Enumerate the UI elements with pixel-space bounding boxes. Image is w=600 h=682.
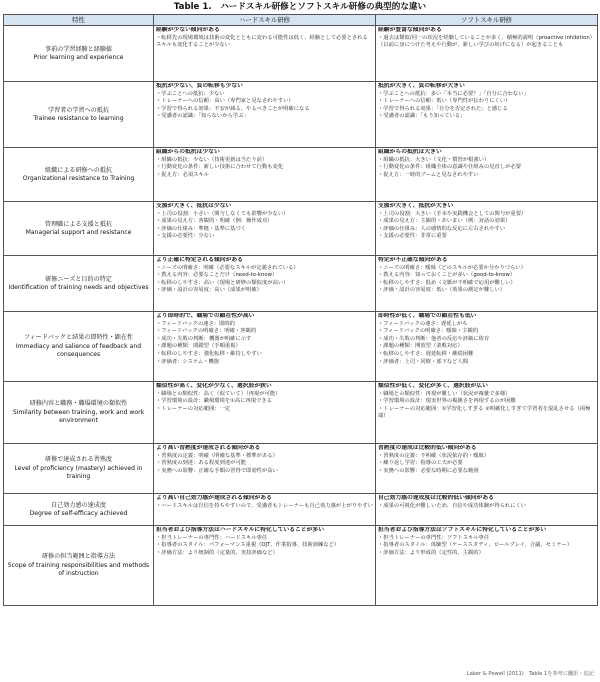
bullet-item: ・職場との類似性：再現が難しい（状況が複雑で多様） bbox=[378, 390, 511, 397]
bullet-item: ・行動変化の条件：新しい技術に合わせて行動も変化 bbox=[156, 164, 284, 171]
bullet-item: ・成果の見え方：客観的・明確（例：操作成功） bbox=[156, 218, 273, 225]
table-row bbox=[4, 26, 598, 82]
hard-cell-heading: 組織からの抵抗は少ない bbox=[156, 149, 220, 155]
bullet-item: ・繰り返し学習：指導の工夫が必要 bbox=[378, 460, 463, 467]
feature-jp: 研修で達成される習熟度 bbox=[44, 456, 113, 464]
header-hard-skill: ハードスキル研修 bbox=[154, 15, 376, 26]
bullet-item: ・評価・設計の容易度：低い（効果の測定が難しい） bbox=[378, 287, 506, 294]
bullet-item: ・捉え方：一時的ブームと見なされやすい bbox=[378, 171, 479, 178]
bullet-item: ・実務への影響：正確な手順の習得で即効性が高い bbox=[156, 467, 278, 474]
feature-jp: 事前の学習経験と経験値 bbox=[44, 45, 113, 53]
bullet-item: ・課題の種類：開放型（柔軟対応） bbox=[378, 343, 463, 350]
bullet-item: ・学習環境の設計：職場環境を①高に再現できる bbox=[156, 398, 272, 405]
bullet-item: ・評価の仕組み：人の感情的な反応に左右されやすい bbox=[378, 225, 506, 232]
soft-skill-cell bbox=[376, 202, 598, 256]
bullet-item: ・習熟度の定義：不明確（状況依存的・曖昧） bbox=[378, 452, 490, 459]
table-row bbox=[4, 148, 598, 202]
feature-jp: 自己効力感の達成度 bbox=[51, 501, 106, 509]
hard-cell-heading: 担当者および指導方法はハードスキルに特化していることが多い bbox=[156, 527, 324, 533]
soft-cell-heading: 自己効力感の達成度は比較的低い傾向がある bbox=[378, 495, 494, 501]
bullet-item: ・習熟度の到達：ある程度到達が可能 bbox=[156, 460, 247, 467]
soft-skill-cell bbox=[376, 148, 598, 202]
bullet-item: ・指導者のスタイル：体験型（ケーススタディ、ロールプレイ、合議、セミナー） bbox=[378, 542, 573, 549]
hard-cell-heading: 支援が大きく、抵抗は少ない bbox=[156, 203, 232, 209]
hard-cell-heading: より即時的で、職場での顕在性が高い bbox=[156, 313, 255, 319]
bullet-item: ・成功・失敗の判断：機器が明確に示す bbox=[156, 335, 252, 342]
feature-en: Prior learning and experience bbox=[33, 54, 124, 61]
soft-skill-cell bbox=[376, 256, 598, 312]
bullet-item: ・学習環境の設計：現実世界の複雑さを再現するのが困難 bbox=[378, 398, 516, 405]
hard-skill-cell bbox=[154, 312, 376, 382]
bullet-item: ・評価・設計の容易度：高い（成果が明確） bbox=[156, 287, 262, 294]
hard-cell-heading: より高い自己効力感が達成される傾向がある bbox=[156, 495, 272, 501]
header-soft-skill: ソフトスキル研修 bbox=[376, 15, 598, 26]
hard-cell-heading: 類似性が高く、変化が少なく、選択肢が狭い bbox=[156, 383, 272, 389]
feature-en: Immediacy and salience of feedback and consequences bbox=[15, 342, 142, 359]
bullet-item: ・フィードバックの明確さ：明確・客観的 bbox=[156, 328, 257, 335]
bullet-item: ・評価方法：より統制的（定量的、実技評価など） bbox=[156, 549, 278, 556]
bullet-item: ・行動変化の条件：組織全体の意識や仕組みの見直しが必要 bbox=[378, 164, 522, 171]
table-row bbox=[4, 444, 598, 494]
feature-jp: 管理職による支援と抵抗 bbox=[44, 220, 113, 228]
bullet-item: ・職場との類似性：高く（似ていて）（再現が可能） bbox=[156, 390, 281, 397]
header-feature: 特性 bbox=[4, 15, 154, 26]
table-header-row bbox=[4, 15, 598, 26]
hard-skill-cell bbox=[154, 26, 376, 82]
bullet-item: ・担当トレーナーの専門性：ソフトスキル専任 bbox=[378, 534, 490, 541]
hard-skill-cell bbox=[154, 202, 376, 256]
bullet-item: ・フィードバックの速さ：即時的 bbox=[156, 320, 235, 327]
table-row bbox=[4, 382, 598, 444]
bullet-item: ・受講者の認識：「知らないから学ぶ」 bbox=[156, 113, 249, 120]
soft-cell-heading: 経験が豊富な傾向がある bbox=[378, 27, 442, 33]
soft-skill-cell bbox=[376, 382, 598, 444]
hard-skill-cell bbox=[154, 148, 376, 202]
hard-cell-heading: より正確に特定される傾向がある bbox=[156, 257, 243, 263]
hard-skill-cell bbox=[154, 82, 376, 148]
feature-cell bbox=[4, 444, 154, 494]
bullet-item: ・転移のしやすさ：強化転移・維持しやすい bbox=[156, 350, 262, 357]
bullet-item: ・過去は類似/同一の状況を経験していることが多く、積極的説明（proactive inhibition）（以前に身につけた考えや行動が、新しい学びの妨げになる）が起きることも bbox=[378, 34, 595, 49]
table-row bbox=[4, 526, 598, 606]
hard-skill-cell bbox=[154, 526, 376, 606]
bullet-item: ・評価者：システム・機器 bbox=[156, 358, 220, 365]
bullet-item: ・ニーズの明確さ：曖昧（どのスキルが必要か分かりづらい） bbox=[378, 264, 526, 271]
table-row bbox=[4, 256, 598, 312]
bullet-item: ・学ぶことへの抵抗：多い「本当に必要？」「自分に合わない」 bbox=[378, 90, 529, 97]
feature-cell bbox=[4, 526, 154, 606]
feature-en: Level of proficiency (mastery) achieved in training bbox=[14, 464, 143, 481]
bullet-item: ・課題の種類：閉鎖型（手順重視） bbox=[156, 343, 241, 350]
table-body bbox=[4, 26, 598, 606]
comparison-table bbox=[3, 14, 598, 606]
feature-jp: 研修の担当範囲と指導方法 bbox=[41, 553, 116, 561]
feature-cell bbox=[4, 202, 154, 256]
table-title: Table 1. ハードスキル研修とソフトスキル研修の典型的な違い bbox=[173, 2, 427, 12]
soft-cell-heading: 特定が不正確な傾向がある bbox=[378, 257, 448, 263]
bullet-item: ・評価方法：より形成的（定性的、主観的） bbox=[378, 549, 484, 556]
bullet-item: ・学ぶことへの抵抗：少ない bbox=[156, 90, 225, 97]
feature-en: Organizational resistance to Training bbox=[22, 175, 135, 182]
hard-cell-heading: 経験が少ない傾向がある bbox=[156, 27, 220, 33]
table-row bbox=[4, 82, 598, 148]
bullet-item: ・トレーナーへの信頼：低い（専門性が伝わりにくい） bbox=[378, 98, 511, 105]
feature-cell bbox=[4, 494, 154, 526]
bullet-item: ・指導者のスタイル：パフォーマンス重視（OJT、作業指導、技術訓練など） bbox=[156, 542, 340, 549]
bullet-item: ・習熟度の定義：明確（明確な基準・標準がある） bbox=[156, 452, 278, 459]
bullet-item: ・実務への影響：必要な時期に必要な範囲 bbox=[378, 467, 479, 474]
bullet-item: ・フィードバックの速さ：遅延しがち bbox=[378, 320, 468, 327]
bullet-item: ・ハードスキルは自信を持ちやすいので、受講者もトレーナーも自己効力感が上がりやすい bbox=[156, 502, 373, 509]
soft-skill-cell bbox=[376, 82, 598, 148]
soft-skill-cell bbox=[376, 312, 598, 382]
hard-cell-heading: 抵抗が少ない、負の転移も少ない bbox=[156, 83, 243, 89]
bullet-item: ・担当トレーナーの専門性：ハードスキル専任 bbox=[156, 534, 268, 541]
soft-cell-heading: 習熟度の達成は比較的低い傾向がある bbox=[378, 445, 477, 451]
bullet-item: ・ニーズの明確さ：明確（必要なスキルが定義されている） bbox=[156, 264, 299, 271]
bullet-item: ・トレーナーの対応範囲：①学習化しすぎる ②明確化しすぎて学習者を混乱させる（両極端） bbox=[378, 405, 591, 420]
hard-skill-cell bbox=[154, 494, 376, 526]
feature-cell bbox=[4, 26, 154, 82]
soft-skill-cell bbox=[376, 526, 598, 606]
bullet-item: ・組織の抵抗：大きい（文化・慣習が根強い） bbox=[378, 156, 490, 163]
feature-en: Degree of self-efficacy achieved bbox=[29, 510, 128, 517]
bullet-item: ・支援の必要性：少ない bbox=[156, 233, 215, 240]
hard-skill-cell bbox=[154, 444, 376, 494]
soft-cell-heading: 抵抗が大きく、負の転移が大きい bbox=[378, 83, 465, 89]
feature-en: Trainee resistance to learning bbox=[33, 115, 124, 122]
bullet-item: ・上司の役割：大きい（手本や実践機会としての関与が重要） bbox=[378, 210, 527, 217]
table-row bbox=[4, 312, 598, 382]
bullet-item: ・上司の役割：小さい（関与しなくても影響が少ない） bbox=[156, 210, 289, 217]
bullet-item: ・教える内容：知っておくことが多い（good-to-know） bbox=[378, 272, 516, 279]
feature-cell bbox=[4, 148, 154, 202]
soft-cell-heading: 即時性が低く、職場での顕在性も低い bbox=[378, 313, 477, 319]
soft-skill-cell bbox=[376, 494, 598, 526]
hard-skill-cell bbox=[154, 382, 376, 444]
soft-cell-heading: 組織からの抵抗は大きい bbox=[378, 149, 442, 155]
bullet-item: ・成果の見え方：主観的・あいまい（例：対話の効果） bbox=[378, 218, 511, 225]
bullet-item: ・転移のしやすさ：高い（現場と研修の類似度が高い） bbox=[156, 279, 289, 286]
bullet-item: ・学習で得られる効果：「自分を否定された」と感じる bbox=[378, 105, 508, 112]
feature-jp: フィードバックと結果の即時性・顕在性 bbox=[23, 334, 134, 342]
feature-cell bbox=[4, 382, 154, 444]
bullet-item: ・捉え方：必須スキル bbox=[156, 171, 209, 178]
bullet-item: ・転移先の現場環境は技術の変化とともに変わる可能性は低く、経験として必要とされるスキルも変化することが少ない bbox=[156, 34, 368, 49]
table-row bbox=[4, 494, 598, 526]
bullet-item: ・組織の抵抗：少ない（技術更新は当たり前） bbox=[156, 156, 268, 163]
bullet-item: ・成功・失敗の判断：他者の反応や評価に依存 bbox=[378, 335, 490, 342]
hard-skill-cell bbox=[154, 256, 376, 312]
bullet-item: ・転移のしやすさ：低め（文脈が不明確で応用が難しい） bbox=[378, 279, 516, 286]
soft-skill-cell bbox=[376, 26, 598, 82]
feature-en: Identification of training needs and objectives bbox=[8, 284, 149, 291]
bullet-item: ・評価の仕組み：準拠・基準に基づく bbox=[156, 225, 247, 232]
soft-cell-heading: 担当者および指導方法はソフトスキルに特化していることが多い bbox=[378, 527, 546, 533]
source-note: Laker & Powell (2011) Table 1を参考に翻訳・追記 bbox=[466, 671, 594, 677]
feature-jp: 組織による研修への抵抗 bbox=[44, 166, 113, 174]
feature-cell bbox=[4, 312, 154, 382]
feature-jp: 学習者の学習への抵抗 bbox=[48, 106, 109, 114]
soft-cell-heading: 支援が大きく、抵抗が大きい bbox=[378, 203, 454, 209]
bullet-item: ・転移のしやすさ：遅延転移・継続困難 bbox=[378, 350, 474, 357]
feature-jp: 研修ニーズと目的の特定 bbox=[45, 275, 112, 283]
bullet-item: ・トレーナーへの信頼：高い（専門家と見なされやすい） bbox=[156, 98, 294, 105]
feature-cell bbox=[4, 256, 154, 312]
feature-en: Scope of training responsibilities and methods of instruction bbox=[7, 561, 150, 578]
bullet-item: ・フィードバックの明確さ：曖昧・主観的 bbox=[378, 328, 479, 335]
table-row bbox=[4, 202, 598, 256]
feature-cell bbox=[4, 82, 154, 148]
bullet-item: ・成果の可視化が難しいため、自信や成功体験が得られにくい bbox=[378, 502, 527, 509]
bullet-item: ・受講者の認識：「もう知っている」 bbox=[378, 113, 466, 120]
soft-skill-cell bbox=[376, 444, 598, 494]
bullet-item: ・教える内容：必要なことだけ（need-to-know） bbox=[156, 272, 278, 279]
bullet-item: ・トレーナーの対応範囲：一定 bbox=[156, 405, 231, 412]
feature-jp: 研修内容と職務・職場環境の類似性 bbox=[29, 400, 128, 408]
soft-cell-heading: 類似性が低く、変化が多く、選択肢が広い bbox=[378, 383, 488, 389]
bullet-item: ・学習で得られる効果：不安が減る、やるべきことが明確になる bbox=[156, 105, 310, 112]
hard-cell-heading: より高い習熟度が達成される傾向がある bbox=[156, 445, 261, 451]
bullet-item: ・評価者：上司・同僚・部下など人間 bbox=[378, 358, 469, 365]
feature-en: Managerial support and resistance bbox=[25, 229, 132, 236]
bullet-item: ・支援の必要性：非常に重要 bbox=[378, 233, 447, 240]
feature-en: Similarity between training, work and work environment bbox=[12, 408, 145, 425]
